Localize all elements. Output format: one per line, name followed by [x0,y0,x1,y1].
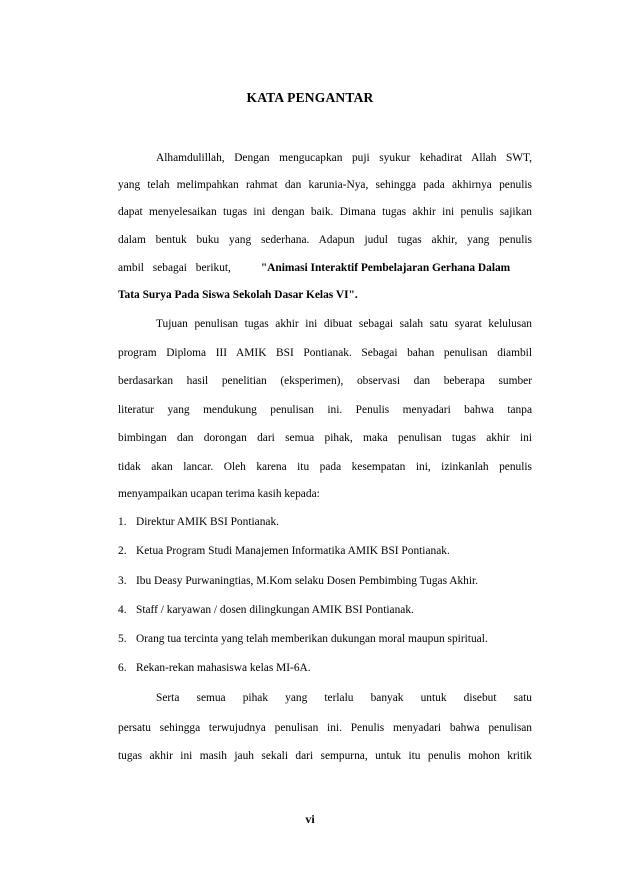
paragraph-2-line-4: literatur yang mendukung penulisan ini. Penulis menyadari bahwa tanpa [118,404,532,416]
list-item [118,660,532,676]
list-item-number: 6. [118,662,127,674]
paragraph-1-line-5-plain: ambil sebagai berikut, [118,262,231,274]
paragraph-1-line-2: yang telah melimpahkan rahmat dan karunia-Nya, sehingga pada akhirnya penulis [118,179,532,191]
paragraph-1-line-6-bold: Tata Surya Pada Siswa Sekolah Dasar Kelas VI" [118,289,355,301]
paragraph-3-line-3: tugas akhir ini masih jauh sekali dari sempurna, untuk itu penulis mohon kritik [118,750,532,762]
paragraph-3-line-2: persatu sehingga terwujudnya penulisan ini. Penulis menyadari bahwa penulisan [118,722,532,734]
list-item [118,631,532,647]
paragraph-3-line-1: Serta semua pihak yang terlalu banyak untuk disebut satu [156,692,532,704]
paragraph-1-line-1: Alhamdulillah, Dengan mengucapkan puji syukur kehadirat Allah SWT, [156,152,532,164]
paragraph-1-line-3: dapat menyelesaikan tugas ini dengan baik. Dimana tugas akhir ini penulis sajikan [118,206,532,218]
list-item [118,514,532,530]
list-item-text: Staff / karyawan / dosen dilingkungan AMIK BSI Pontianak. [136,604,414,616]
list-item [118,543,532,559]
list-item [118,573,532,589]
paragraph-2-line-7: menyampaikan ucapan terima kasih kepada: [118,488,320,500]
paragraph-1-line-5-bold: "Animasi Interaktif Pembelajaran Gerhana Dalam [260,262,511,274]
list-item-number: 2. [118,545,127,557]
page-title: KATA PENGANTAR [246,90,374,105]
list-item-text: Ketua Program Studi Manajemen Informatika AMIK BSI Pontianak. [136,545,450,557]
paragraph-1-line-6 [118,287,532,303]
list-item-number: 3. [118,575,127,587]
page-number: vi [305,812,315,826]
list-item-number: 5. [118,633,127,645]
list-item [118,602,532,618]
paragraph-2-line-6: tidak akan lancar. Oleh karena itu pada kesempatan ini, izinkanlah penulis [118,461,532,473]
paragraph-2-line-2: program Diploma III AMIK BSI Pontianak. Sebagai bahan penulisan diambil [118,347,532,359]
paragraph-2-line-5: bimbingan dan dorongan dari semua pihak, maka penulisan tugas akhir ini [118,432,532,444]
paragraph-1-line-4: dalam bentuk buku yang sederhana. Adapun judul tugas akhir, yang penulis [118,234,532,246]
paragraph-2-line-1: Tujuan penulisan tugas akhir ini dibuat sebagai salah satu syarat kelulusan [156,318,532,330]
list-item-text: Orang tua tercinta yang telah memberikan dukungan moral maupun spiritual. [136,633,488,645]
paragraph-1-line-6-plain: . [354,289,358,301]
list-item-number: 4. [118,604,127,616]
list-item-text: Ibu Deasy Purwaningtias, M.Kom selaku Dosen Pembimbing Tugas Akhir. [136,575,479,587]
list-item-text: Rekan-rekan mahasiswa kelas MI-6A. [136,662,311,674]
list-item-text: Direktur AMIK BSI Pontianak. [136,516,280,528]
paragraph-2-line-3: berdasarkan hasil penelitian (eksperimen), observasi dan beberapa sumber [118,375,532,387]
paragraph-1-line-5 [118,260,532,276]
list-item-number: 1. [118,516,127,528]
